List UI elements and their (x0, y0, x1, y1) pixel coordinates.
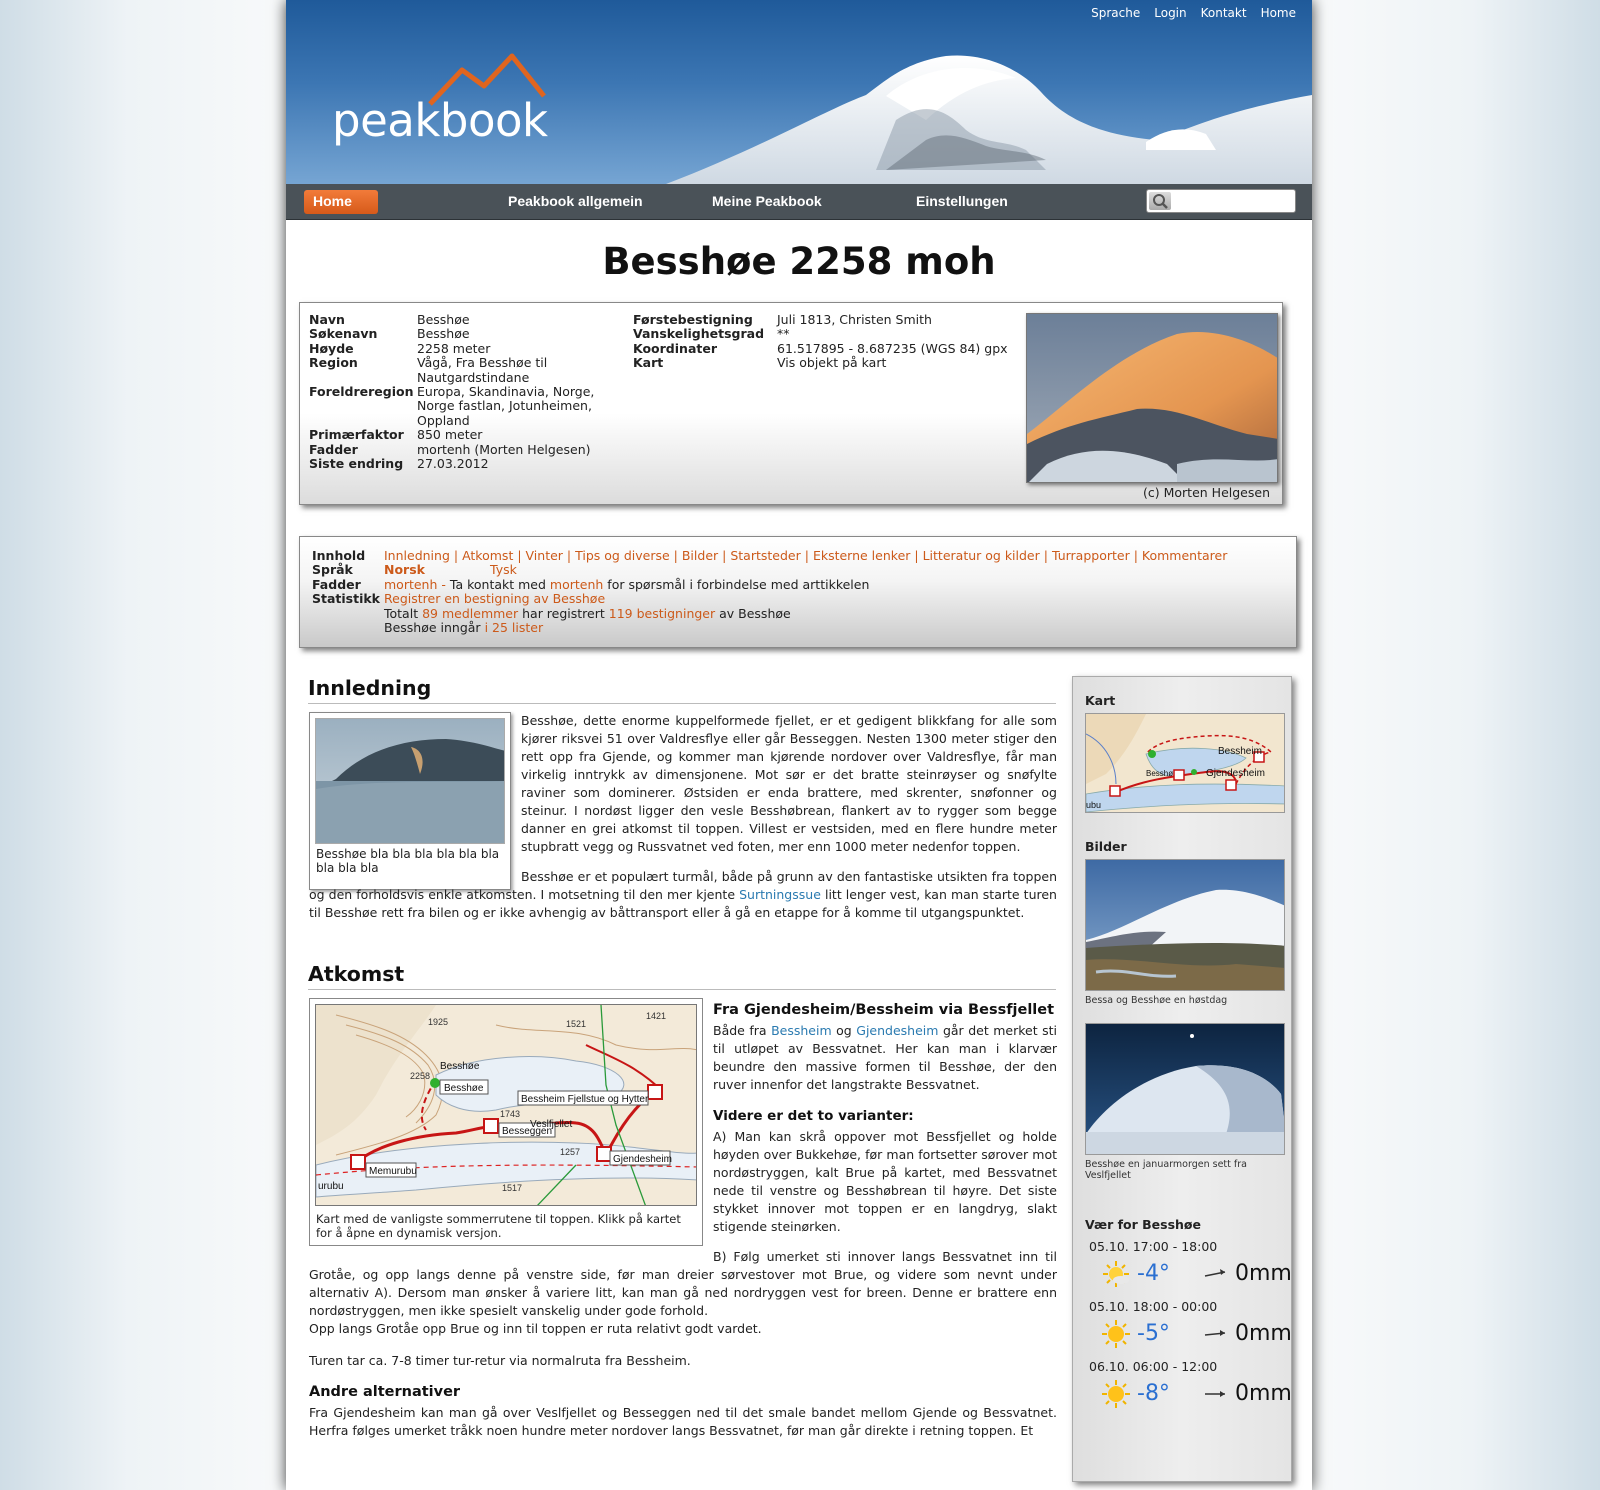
variant-a-paragraph: A) Man kan skrå oppover mot Bessfjellet og holde høyden over Bukkehøe, før man fortsetter sørover mot nordøstryggen, kalt Brue på kartet, med Bessvatnet nede til venstre og Besshøbrean til høyre. Det siste stykket innover mot toppen er en langdryg, slakt stigende steinørken. (713, 1129, 1057, 1234)
wind-arrow-icon (1203, 1327, 1229, 1341)
photo-credit: (c) Morten Helgesen (1143, 485, 1270, 500)
info-label-foreldreregion: Foreldreregion (309, 384, 414, 399)
toc-link-turrapporter[interactable]: Turrapporter (1051, 548, 1130, 563)
weather-precip-3: 0mm (1235, 1381, 1292, 1406)
sidebar-photo-1[interactable] (1085, 859, 1285, 991)
info-label-hoyde: Høyde (309, 340, 354, 356)
intro-figure-caption: Besshøe bla bla bla bla bla bla bla bla bla (316, 847, 500, 876)
sun-icon (1101, 1319, 1131, 1349)
map-label-besshoe-top: Besshøe (440, 1061, 480, 1072)
info-label-vanskelighetsgrad: Vanskelighetsgrad (633, 326, 765, 342)
route-intro (713, 1022, 1057, 1094)
weather-temp-3: -8° (1137, 1381, 1170, 1406)
sidebar-photo-2[interactable] (1085, 1023, 1285, 1155)
weather-row-2 (1097, 1319, 1292, 1349)
map-label-urubu: urubu (318, 1181, 344, 1192)
route-intro-b: går det merket sti til utløpet av Bessvatnet. Her kan man i klarvær beundre den massive formen til Besshøe, der den ruver innenfor det langstrakte Bessvatnet. (713, 1023, 1057, 1092)
info-label-fadder: Fadder (309, 441, 358, 457)
stats-lists (384, 621, 543, 635)
weather-time-1: 05.10. 17:00 - 18:00 (1089, 1239, 1218, 1254)
alternatives-paragraph: Fra Gjendesheim kan man gå over Veslfjellet og Besseggen ned til det smale bandet mellom Gjende og Bessvatnet. Herfra følges umerket tråkk noen hundre meter nordover langs Bessvatnet, før man går direkte i retning toppen. Et (309, 1405, 1057, 1438)
info-value-vanskelighetsgrad: ** (777, 326, 790, 342)
sidebar-heading-bilder: Bilder (1085, 839, 1127, 854)
info-right-list (633, 313, 1013, 373)
info-value-sokenavn: Besshøe (417, 326, 470, 342)
divider (308, 703, 1056, 704)
sidebar-map-label-urubu: ubu (1086, 800, 1102, 810)
members-link[interactable]: 89 medlemmer (422, 605, 519, 621)
map-height-label: 1521 (566, 1019, 587, 1029)
map-label-memurubu: Memurubu (369, 1166, 417, 1177)
map-height-label: 1421 (646, 1011, 667, 1021)
route-heading: Fra Gjendesheim/Bessheim via Bessfjellet (713, 1002, 1055, 1018)
fadder-value (384, 578, 869, 592)
variants-heading: Videre er det to varianter: (713, 1108, 914, 1124)
toc-link-litteratur[interactable]: Litteratur og kilder (922, 548, 1040, 563)
summary-label-statistikk: Statistikk (312, 591, 380, 607)
route-map-caption: Kart med de vanligste sommerrutene til toppen. Klikk på kartet for å åpne en dynamisk versjon. (316, 1212, 681, 1240)
weather-time-2: 05.10. 18:00 - 00:00 (1089, 1299, 1218, 1314)
summary-label-fadder: Fadder (312, 576, 361, 592)
info-value-region-1: Vågå, Fra Besshøe til (417, 355, 548, 371)
summary-row-innhold (312, 549, 1282, 564)
header-banner (286, 0, 1312, 184)
search-box (1146, 189, 1296, 213)
sidebar (1072, 676, 1292, 1482)
top-link-sprache[interactable]: Sprache (1091, 6, 1141, 20)
heading-innledning: Innledning (308, 676, 432, 700)
info-label-navn: Navn (309, 312, 345, 327)
sidebar-map-label-bessh: Besshø (1146, 769, 1174, 778)
map-height-label: 1925 (428, 1017, 449, 1027)
toc-link-kommentarer[interactable]: Kommentarer (1141, 548, 1228, 563)
info-value-siste-endring: 27.03.2012 (417, 456, 489, 471)
sidebar-map-label-gjendesheim: Gjendesheim (1206, 768, 1265, 779)
info-value-kart-link[interactable]: Vis objekt på kart (777, 355, 887, 371)
info-value-fadder: mortenh (Morten Helgesen) (417, 441, 591, 457)
sidebar-photo-1-caption: Bessa og Besshøe en høstdag (1085, 995, 1228, 1006)
search-input[interactable] (1177, 193, 1291, 209)
intro-paragraph-2a: Besshøe er et populært turmål, både på grunn av den fantastiske utsikten fra toppen og den forholdsvis enkle atkomsten. I motsetning til den mer kjente (309, 869, 1057, 902)
weather-heading: Vær for Besshøe (1085, 1217, 1201, 1232)
toc-link-vinter[interactable]: Vinter (525, 548, 563, 563)
map-height-label: 1517 (502, 1183, 523, 1193)
top-links (1091, 6, 1296, 20)
route-map-figure (309, 998, 703, 1246)
weather-temp-1: -4° (1137, 1261, 1170, 1286)
info-left-list (309, 313, 609, 473)
heading-atkomst: Atkomst (308, 962, 405, 986)
summit-photo[interactable] (1026, 313, 1278, 483)
page-title: Besshøe 2258 moh (602, 240, 996, 283)
divider (308, 989, 1056, 990)
main-nav (286, 184, 1312, 220)
info-label-siste-endring: Siste endring (309, 456, 404, 471)
sidebar-map-label-bessheim: Bessheim (1218, 746, 1262, 757)
summary-panel (299, 536, 1297, 648)
toc-link-startsteder[interactable]: Startsteder (730, 548, 801, 563)
map-label-besshoe: Besshøe (444, 1083, 484, 1094)
sun-cloud-icon (1101, 1259, 1131, 1289)
info-value-hoyde: 2258 meter (417, 340, 491, 356)
info-label-kart: Kart (633, 355, 664, 371)
info-value-forstebestigning: Juli 1813, Christen Smith (777, 312, 932, 327)
summary-row-statistikk (312, 592, 1012, 636)
language-link-tysk[interactable]: Tysk (490, 562, 517, 578)
toc-link-eksterne-lenker[interactable]: Eksterne lenker (812, 548, 911, 563)
nav-meine-peakbook[interactable]: Meine Peakbook (712, 193, 822, 209)
info-label-sokenavn: Søkenavn (309, 326, 378, 342)
surtningssue-link[interactable]: Surtningssue (739, 887, 821, 902)
stats-total (384, 607, 791, 621)
wind-arrow-icon (1203, 1267, 1229, 1281)
logo-wordmark: peakbook (332, 94, 548, 147)
weather-precip-1: 0mm (1235, 1261, 1292, 1286)
summary-label-sprak: Språk (312, 562, 353, 578)
route-intro-og: og (836, 1023, 852, 1038)
sidebar-heading-kart: Kart (1085, 693, 1116, 708)
gjendesheim-link[interactable]: Gjendesheim (856, 1023, 939, 1038)
info-value-navn: Besshøe (417, 312, 470, 327)
ascents-link[interactable]: 119 bestigninger (608, 605, 716, 621)
sun-icon (1101, 1379, 1131, 1409)
map-label-gjendesheim: Gjendesheim (613, 1154, 672, 1165)
peakbook-logo[interactable] (330, 46, 562, 154)
info-value-primaerfaktor: 850 meter (417, 427, 483, 443)
stats-har-text: har registrert (522, 605, 605, 621)
info-value-koordinater[interactable]: 61.517895 - 8.687235 (WGS 84) gpx (777, 340, 1008, 356)
map-label-bessheim: Bessheim Fjellstue og Hytter (521, 1094, 649, 1105)
fadder-text-1: Ta kontakt med (449, 576, 546, 592)
map-label-besseggen: Besseggen (502, 1126, 553, 1137)
page (286, 0, 1312, 1490)
nav-home[interactable]: Home (304, 190, 378, 214)
top-link-kontakt[interactable]: Kontakt (1200, 6, 1247, 20)
weather-precip-2: 0mm (1235, 1321, 1292, 1346)
nav-einstellungen[interactable]: Einstellungen (916, 193, 1008, 209)
fadder-text-2: for spørsmål i forbindelse med arttikkelen (607, 576, 870, 592)
toc-links: Innledning | Atkomst | Vinter | Tips og diverse | Bilder | Startsteder | Eksterne lenker | Litteratur og kilder | Turrapporter | Kommentarer (384, 548, 1228, 563)
weather-row-3 (1097, 1379, 1292, 1409)
map-height-label: 1257 (560, 1147, 581, 1157)
toc-link-tips[interactable]: Tips og diverse (575, 548, 670, 563)
bessheim-link[interactable]: Bessheim (771, 1023, 832, 1038)
summary-label-innhold: Innhold (312, 548, 366, 563)
duration-paragraph: Turen tar ca. 7-8 timer tur-retur via normalruta fra Bessheim. (309, 1353, 691, 1368)
fadder-contact-link[interactable]: mortenh (549, 576, 604, 592)
info-value-foreldreregion-3: Oppland (417, 412, 470, 428)
language-current: Norsk (384, 562, 425, 578)
info-value-region-2: Nautgardstindane (417, 369, 530, 385)
intro-paragraph-1: Besshøe, dette enorme kuppelformede fjellet, er et gedigent blikkfang for alle som kjører riksvei 51 over Valdresflye eller går Besseggen. Nesten 1300 meter stiger den rett opp fra Gjende, og kommer man kjørende nordover over Valdresflye, får man virkelig inntrykk av dimensjonene. Mot sør er det bratte steinrøyser og snøfylte raviner som dominerer. Østsiden er enda brattere, med skrenter, snøfonner og steinur. I nordøst ligger den vesle Besshøbrean, flankert av to rygger som begge danner en grei atkomst til toppen. Villest er vestsiden, med en flere hundre meter stupbratt vegg og Russvatnet ved foten, mer enn 1000 meter nedenfor toppen. (521, 713, 1057, 854)
info-value-foreldreregion-2: Norge fastlan, Jotunheimen, (417, 398, 592, 414)
top-link-login[interactable]: Login (1154, 6, 1187, 20)
nav-peakbook-allgemein[interactable]: Peakbook allgemein (508, 193, 643, 209)
route-intro-a: Både fra (713, 1023, 767, 1038)
info-label-region: Region (309, 355, 358, 371)
info-value-foreldreregion-1: Europa, Skandinavia, Norge, (417, 384, 595, 399)
toc-link-bilder[interactable]: Bilder (681, 548, 719, 563)
stats-inngar-text: Besshøe inngår (384, 619, 481, 635)
stats-av-text: av Besshøe (719, 605, 791, 621)
toc-link-atkomst[interactable]: Atkomst (462, 548, 514, 563)
weather-time-3: 06.10. 06:00 - 12:00 (1089, 1359, 1218, 1374)
info-label-primaerfaktor: Primærfaktor (309, 427, 404, 443)
route-map[interactable] (315, 1004, 697, 1206)
lists-link[interactable]: i 25 lister (484, 619, 544, 635)
top-link-home[interactable]: Home (1260, 6, 1296, 20)
intro-paragraph-2 (309, 868, 1057, 922)
intro-figure (309, 712, 511, 890)
map-height-label: 1743 (500, 1109, 521, 1119)
wind-arrow-icon (1203, 1387, 1229, 1401)
info-panel (299, 302, 1283, 505)
stats-total-text: Totalt (384, 605, 419, 621)
map-label-veslfjellet: Veslfjellet (530, 1119, 573, 1130)
register-ascent-link[interactable]: Registrer en bestigning av Besshøe (384, 591, 606, 607)
fadder-user-link[interactable]: mortenh (384, 576, 438, 592)
intro-photo[interactable] (315, 718, 505, 844)
intro-paragraph-2b: litt lenger vest, kan man starte turen til Besshøe rett fra bilen og er ikke avhengig av båttransport eller å gå en etappe for å komme til utgangspunktet. (309, 887, 1057, 920)
weather-temp-2: -5° (1137, 1321, 1170, 1346)
info-label-forstebestigning: Førstebestigning (633, 312, 753, 327)
variant-b-paragraph: B) Følg umerket sti innover langs Bessvatnet inn til Grotåe, og opp langs denne på venstre side, før man dreier sørvestover mot Brue, og videre som nevnt under alternativ A). Dersom man ønsker å variere litt, kan man gå ned nordryggen vest for breen. Denne er brattere enn nordøstryggen, men ikke spesielt vanskelig under gode forhold. (309, 1249, 1057, 1318)
variant-b-note: Opp langs Grotåe opp Brue og inn til toppen er ruta relativt godt vardet. (309, 1321, 762, 1336)
alternatives-heading: Andre alternativer (309, 1384, 461, 1400)
fadder-dash: - (437, 576, 450, 592)
info-label-koordinater: Koordinater (633, 340, 717, 356)
search-icon[interactable] (1149, 192, 1171, 210)
toc-link-innledning[interactable]: Innledning (384, 548, 450, 563)
sidebar-photo-2-caption: Besshøe en januarmorgen sett fra Veslfjellet (1085, 1159, 1247, 1181)
map-height-label: 2258 (410, 1071, 431, 1081)
weather-row-1 (1097, 1259, 1292, 1289)
sidebar-map[interactable] (1085, 713, 1285, 813)
